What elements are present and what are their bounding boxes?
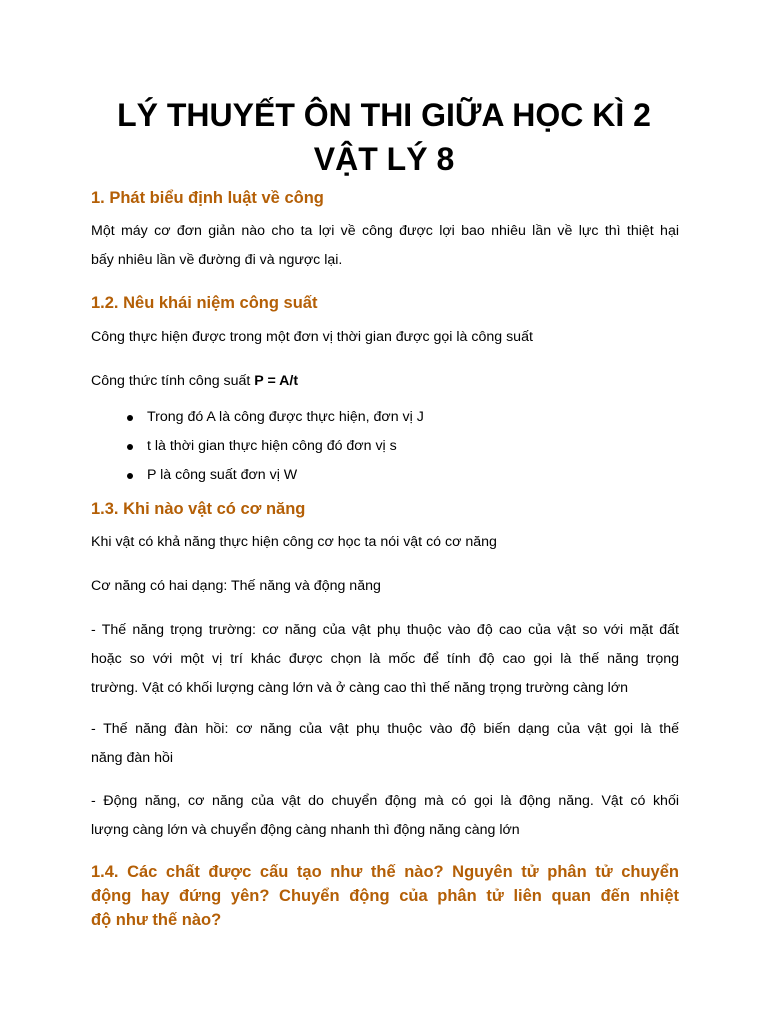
paragraph-line: - Động năng, cơ năng của vật do chuyển động mà có gọi là động năng. Vật có khối	[91, 793, 679, 809]
bullet-text: Trong đó A là công được thực hiện, đơn vị J	[147, 409, 424, 425]
bullet-item	[91, 461, 679, 490]
section-2-text: Công thực hiện được trong một đơn vị thời gian được gọi là công suất	[91, 329, 533, 345]
paragraph-line: - Thế năng trọng trường: cơ năng của vật phụ thuộc vào độ cao của vật so với mặt đất	[91, 622, 679, 638]
document-title	[40, 93, 728, 181]
potential-energy-gravity-paragraph	[91, 616, 679, 703]
section-1-line-1: Một máy cơ đơn giản nào cho ta lợi về công được lợi bao nhiêu lần về lực thì thiệt hại	[91, 223, 679, 239]
title-line-1: LÝ THUYẾT ÔN THI GIỮA HỌC KÌ 2	[117, 97, 651, 133]
bullet-item	[91, 403, 679, 432]
paragraph-line: năng đàn hồi	[91, 750, 174, 766]
bullet-item	[91, 432, 679, 461]
section-3-text-2: Cơ năng có hai dạng: Thế năng và động năng	[91, 578, 381, 594]
bullet-icon	[127, 473, 133, 479]
section-4-heading	[91, 860, 679, 932]
formula-label: Công thức tính công suất	[91, 373, 255, 389]
paragraph-line: - Thế năng đàn hồi: cơ năng của vật phụ thuộc vào độ biến dạng của vật gọi là thế	[91, 721, 679, 737]
bullet-text: t là thời gian thực hiện công đó đơn vị s	[147, 438, 397, 454]
section-2-heading: 1.2. Nêu khái niệm công suất	[91, 294, 318, 312]
section-3-paragraph-1	[91, 528, 679, 557]
section-3-paragraph-2	[91, 572, 679, 601]
title-line-2: VẬT LÝ 8	[313, 141, 455, 177]
elastic-energy-paragraph	[91, 715, 679, 773]
paragraph-line: trường. Vật có khối lượng càng lớn và ở càng cao thì thế năng trọng trường càng lớn	[91, 680, 629, 696]
bullet-icon	[127, 444, 133, 450]
bullet-icon	[127, 415, 133, 421]
power-formula	[91, 367, 679, 396]
section-3-heading: 1.3. Khi nào vật có cơ năng	[91, 500, 306, 518]
paragraph-line: hoặc so với một vị trí khác được chọn là mốc để tính độ cao gọi là thế năng trọng	[91, 651, 679, 667]
kinetic-energy-paragraph	[91, 787, 679, 845]
bullet-text: P là công suất đơn vị W	[147, 467, 298, 483]
heading-line: động hay đứng yên? Chuyển động của phân tử liên quan đến nhiệt	[91, 887, 679, 905]
section-2-paragraph	[91, 323, 679, 352]
formula-value: P = A/t	[254, 373, 299, 389]
section-1-heading: 1. Phát biểu định luật về công	[91, 189, 324, 207]
section-1-paragraph	[91, 217, 679, 275]
section-3-text-1: Khi vật có khả năng thực hiện công cơ học ta nói vật có cơ năng	[91, 534, 497, 550]
section-1-line-2: bấy nhiêu lần về đường đi và ngược lại.	[91, 252, 343, 268]
heading-line: độ như thế nào?	[91, 911, 222, 929]
heading-line: 1.4. Các chất được cấu tạo như thế nào? Nguyên tử phân tử chuyển	[91, 863, 679, 881]
paragraph-line: lượng càng lớn và chuyển động càng nhanh thì động năng càng lớn	[91, 822, 520, 838]
formula-bullet-list	[91, 403, 679, 490]
